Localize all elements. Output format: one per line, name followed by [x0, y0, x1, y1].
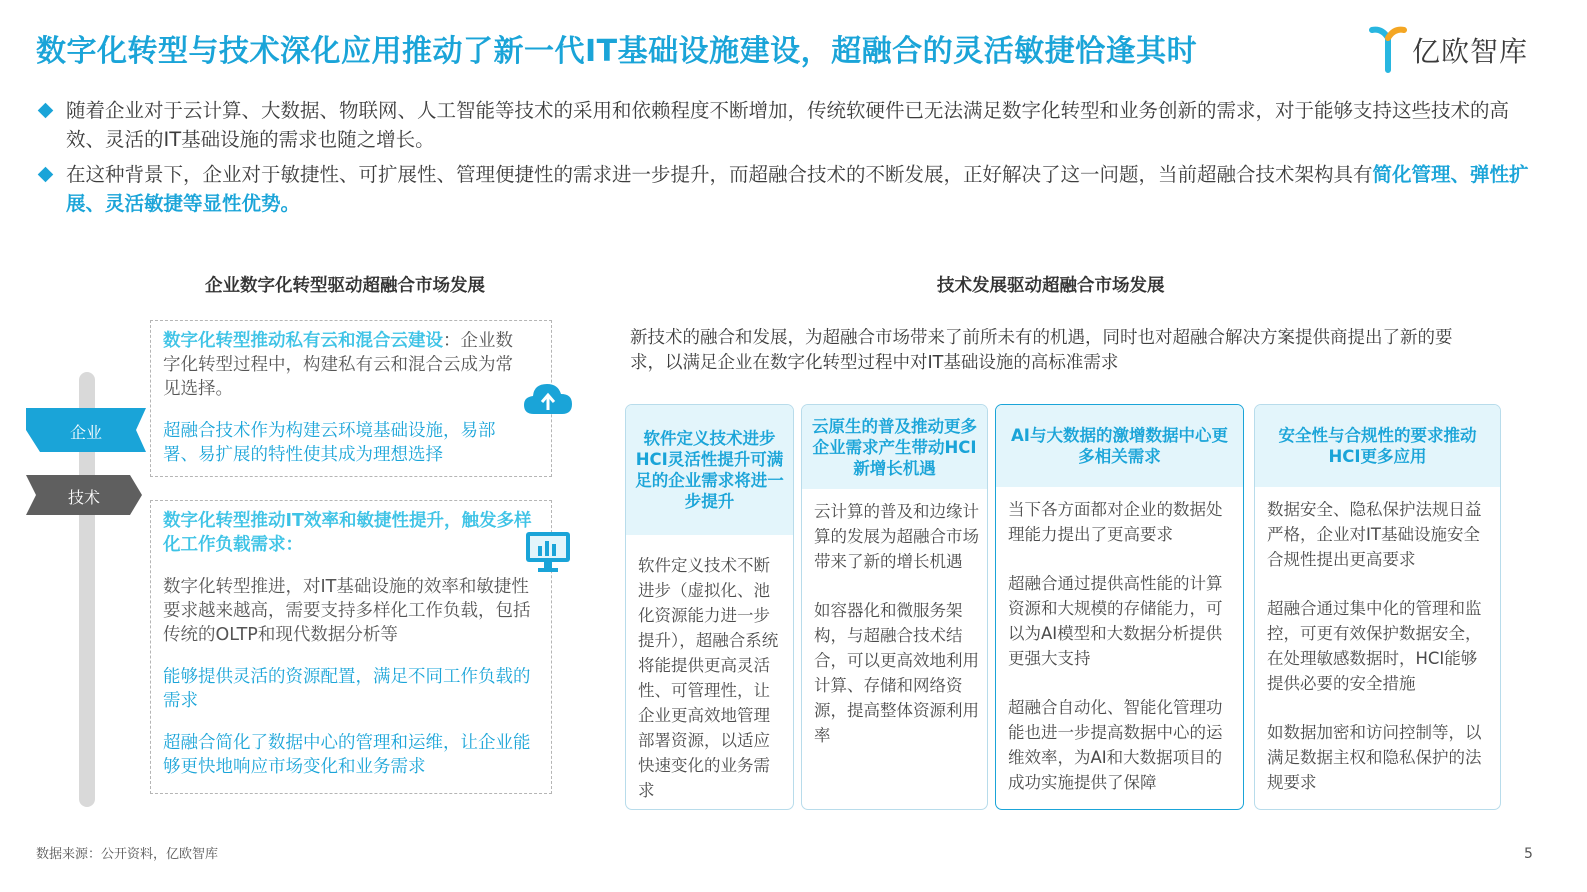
page-number: 5 — [1524, 846, 1533, 862]
card-security — [1254, 404, 1501, 810]
card-header: 安全性与合规性的要求推动HCI更多应用 — [1255, 405, 1500, 487]
box1-lead-rest: ：企业数字化转型过程中，构建私有云和混合云成为常见选择。 — [163, 331, 513, 399]
card-header: AI与大数据的激增数据中心更多相关需求 — [996, 405, 1243, 487]
box1-paragraph: 超融合技术作为构建云环境基础设施，易部署、易扩展的特性使其成为理想选择 — [163, 421, 496, 465]
page-title: 数字化转型与技术深化应用推动了新一代IT基础设施建设，超融合的灵活敏捷恰逢其时 — [36, 34, 1198, 69]
card-paragraph: 超融合通过提供高性能的计算资源和大规模的存储能力，可以为AI模型和大数据分析提供更强大支持 — [1008, 574, 1223, 668]
card-paragraph: 云计算的普及和边缘计算的发展为超融合市场带来了新的增长机遇 — [814, 502, 979, 571]
card-paragraph: 如容器化和微服务架构，与超融合技术结合，可以更高效地利用计算、存储和网络资源，提高整体资源利用率 — [814, 601, 979, 745]
left-section-title: 企业数字化转型驱动超融合市场发展 — [205, 276, 485, 296]
card-paragraph: 超融合通过集中化的管理和监控，可更有效保护数据安全，在处理敏感数据时，HCI能够提供必要的安全措施 — [1267, 599, 1482, 693]
card-paragraph: 软件定义技术不断进步（虚拟化、池化资源能力进一步提升），超融合系统将能提供更高灵活性、可管理性，让企业更高效地管理部署资源，以适应快速变化的业务需求 — [638, 556, 779, 800]
box2-lead: 数字化转型推动IT效率和敏捷性提升，触发多样化工作负载需求： — [163, 511, 532, 555]
card-paragraph: 当下各方面都对企业的数据处理能力提出了更高要求 — [1008, 500, 1223, 544]
intro-bullets — [36, 96, 1536, 224]
yiou-logo-icon — [1368, 24, 1408, 74]
signpost-tech — [26, 475, 142, 519]
card-header: 云原生的普及推动更多企业需求产生带动HCI新增长机遇 — [802, 405, 987, 489]
box1-lead: 数字化转型推动私有云和混合云建设 — [163, 331, 443, 351]
monitor-chart-icon — [524, 530, 572, 578]
card-body — [638, 553, 785, 810]
card-body — [814, 499, 979, 772]
box2-paragraph-2: 能够提供灵活的资源配置，满足不同工作负载的需求 — [163, 667, 531, 711]
logo-brand-text: 亿欧智库 — [1412, 35, 1529, 68]
card-paragraph: 数据安全、隐私保护法规日益严格，企业对IT基础设施安全合规性提出更高要求 — [1267, 500, 1482, 569]
card-header: 软件定义技术进步HCI灵活性提升可满足的企业需求将进一步提升 — [626, 405, 793, 535]
bullet-highlight: 简化管理、弹性扩展、灵活敏捷等显性优势。 — [66, 163, 1529, 215]
company-logo — [1368, 22, 1543, 74]
bullet-text: 随着企业对于云计算、大数据、物联网、人工智能等技术的采用和依赖程度不断增加，传统软硬件已无法满足数字化转型和业务创新的需求，对于能够支持这些技术的高效、灵活的IT基础设施的需求也随之增长。 — [66, 99, 1510, 151]
diamond-bullet-icon — [38, 103, 54, 119]
left-box-cloud — [150, 320, 552, 477]
left-box-efficiency — [150, 500, 552, 794]
cloud-upload-icon — [522, 378, 574, 424]
diamond-bullet-icon — [38, 167, 54, 183]
box2-paragraph-3: 超融合简化了数据中心的管理和运维，让企业能够更快地响应市场变化和业务需求 — [163, 733, 531, 777]
card-ai-bigdata — [995, 404, 1244, 810]
card-body — [1267, 497, 1492, 810]
right-section-title: 技术发展驱动超融合市场发展 — [937, 276, 1165, 296]
sign-enterprise-label: 企业 — [69, 423, 102, 442]
right-intro-text: 新技术的融合和发展，为超融合市场带来了前所未有的机遇，同时也对超融合解决方案提供商提出了新的要求，以满足企业在数字化转型过程中对IT基础设施的高标准需求 — [630, 328, 1453, 373]
card-paragraph: 超融合自动化、智能化管理功能也进一步提高数据中心的运维效率，为AI和大数据项目的成功实施提供了保障 — [1008, 698, 1223, 792]
sign-tech-label: 技术 — [67, 488, 100, 507]
bullet-text: 在这种背景下，企业对于敏捷性、可扩展性、管理便捷性的需求进一步提升，而超融合技术的不断发展，正好解决了这一问题，当前超融合技术架构具有 — [66, 163, 1373, 186]
bullet-item — [36, 160, 1536, 218]
data-source: 数据来源：公开资料，亿欧智库 — [36, 847, 219, 862]
card-body — [1008, 497, 1235, 810]
card-software-defined — [625, 404, 794, 810]
card-cloud-native — [801, 404, 988, 810]
box2-paragraph-1: 数字化转型推进，对IT基础设施的效率和敏捷性要求越来越高，需要支持多样化工作负载，包括传统的OLTP和现代数据分析等 — [163, 577, 531, 645]
card-paragraph: 如数据加密和访问控制等，以满足数据主权和隐私保护的法规要求 — [1267, 723, 1482, 792]
bullet-item — [36, 96, 1536, 154]
signpost-enterprise — [26, 408, 146, 452]
